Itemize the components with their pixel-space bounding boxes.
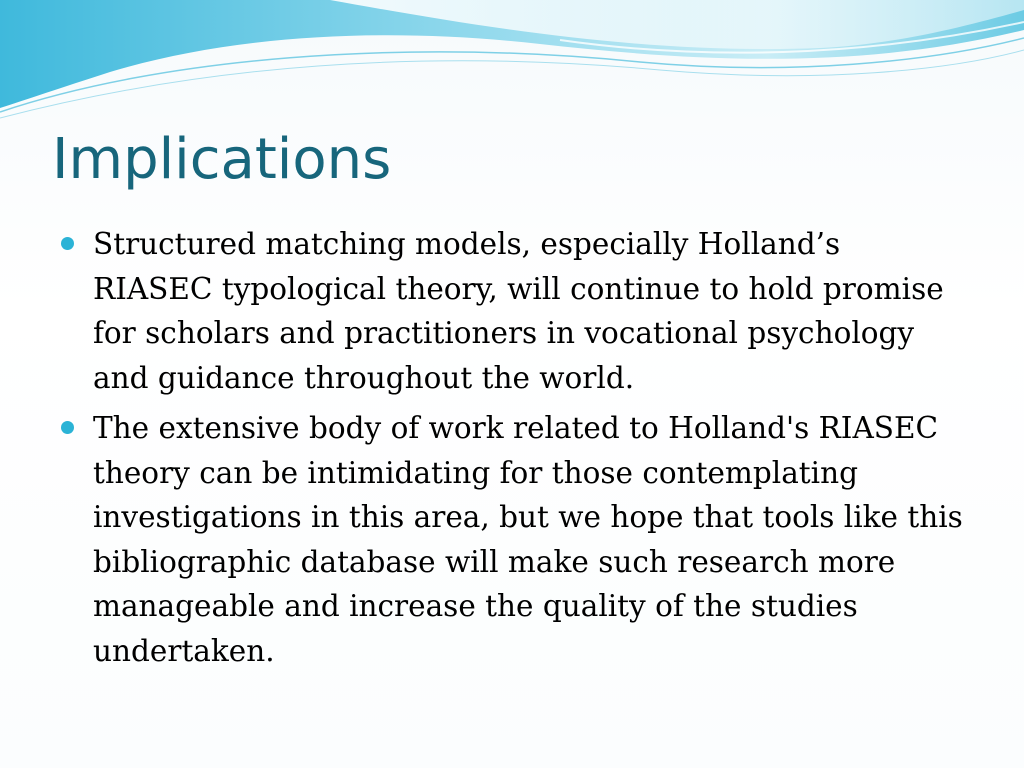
bullet-item-2 bbox=[52, 406, 967, 673]
bullet-item-1 bbox=[52, 222, 967, 400]
bullet-text-2: The extensive body of work related to Holland's RIASEC theory can be intimidating for those contemplating investigations in this area, but we hope that tools like this bibliographic database will make such research more manageable and increase the quality of the studies undertaken. bbox=[93, 411, 963, 668]
bullet-list bbox=[52, 222, 967, 679]
header-wave-decoration bbox=[0, 0, 1024, 130]
bullet-text-1: Structured matching models, especially Holland’s RIASEC typological theory, will continue to hold promise for scholars and practitioners in vocational psychology and guidance throughout the world. bbox=[93, 227, 944, 395]
bullet-circle-icon bbox=[61, 421, 74, 434]
slide-title: Implications bbox=[52, 127, 392, 192]
bullet-circle-icon bbox=[61, 237, 74, 250]
